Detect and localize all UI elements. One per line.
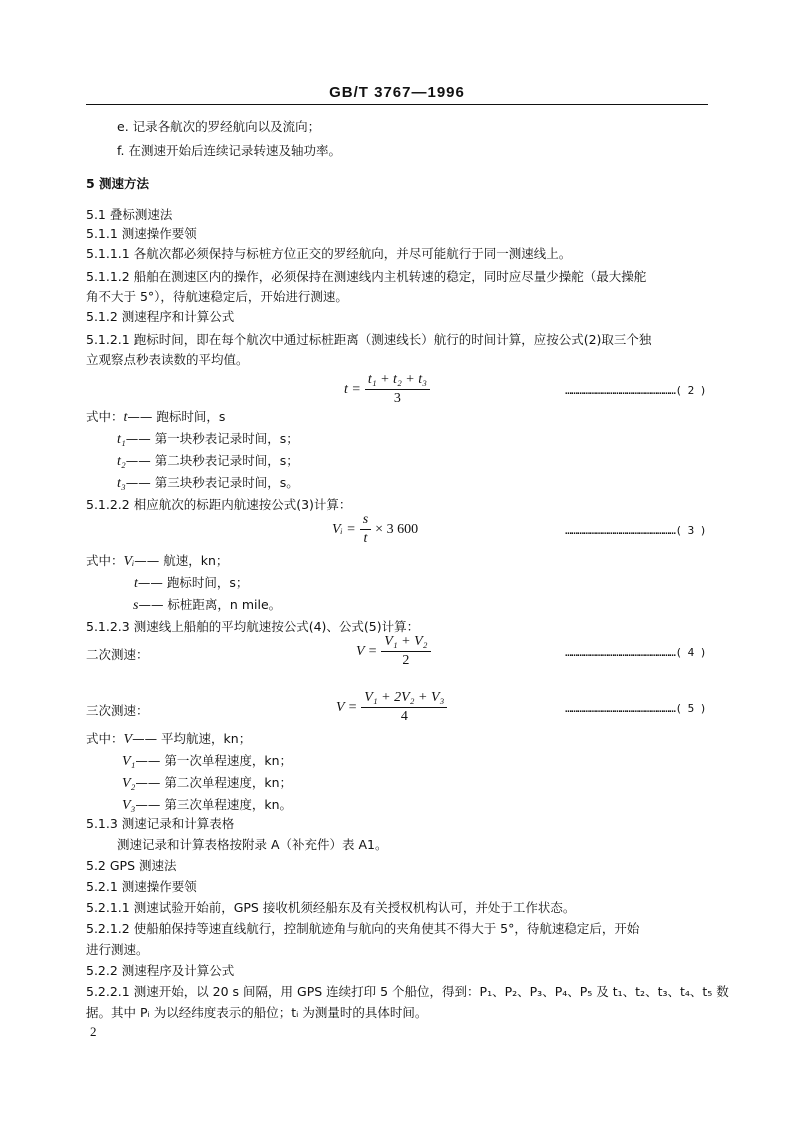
where-2: 式中：Vᵢ—— 航速，kn； (86, 553, 229, 569)
eq5-denominator: 4 (400, 709, 408, 724)
item-e: e. 记录各航次的罗经航向以及流向； (117, 119, 321, 134)
equation-5-label: ………………………………………………( 5 ) (565, 702, 706, 715)
section-5-2-title: 5.2 GPS 测速法 (86, 858, 177, 873)
def-v1: V₁—— 第一次单程速度，kn； (122, 753, 293, 769)
eq5-numerator: V₁ + 2V₂ + V₃ (361, 690, 447, 708)
para-5-2-1-1: 5.2.1.1 测速试验开始前，GPS 接收机须经船东及有关授权机构认可，并处于工作状态。 (86, 900, 576, 915)
section-5-1-3-title: 5.1.3 测速记录和计算表格 (86, 816, 235, 831)
item-f: f. 在测速开始后连续记录转速及轴功率。 (117, 143, 341, 158)
equation-4 (356, 634, 435, 669)
para-5-2-1-2-line2: 进行测速。 (86, 942, 149, 957)
para-5-2-1-2-line1: 5.2.1.2 使船舶保持等速直线航行，控制航迹角与航向的夹角使其不得大于 5°，待航速稳定后，开始 (86, 921, 640, 936)
para-5-1-1-2-line2: 角不大于 5°），待航速稳定后，开始进行测速。 (86, 289, 348, 304)
equation-3-label: ………………………………………………( 3 ) (565, 524, 706, 537)
eq3-rhs: × 3 600 (375, 521, 419, 537)
equation-4-label: ………………………………………………( 4 ) (565, 646, 706, 659)
eq2-denominator: 3 (393, 391, 401, 406)
two-runs-label: 二次测速： (86, 647, 149, 662)
eq4-lhs: V = (356, 643, 378, 659)
para-5-1-1-1: 5.1.1.1 各航次都必须保持与标桩方位正交的罗经航向，并尽可能航行于同一测速线上。 (86, 246, 572, 261)
def-v3: V₃—— 第三次单程速度，kn。 (122, 797, 293, 813)
para-5-1-3: 测速记录和计算表格按附录 A（补充件）表 A1。 (117, 837, 388, 852)
eq3-numerator: s (360, 512, 371, 530)
where-3: 式中：V—— 平均航速，kn； (86, 731, 252, 747)
def-t2: t₂—— 第二块秒表记录时间，s； (117, 453, 299, 469)
eq5-lhs: V = (336, 699, 358, 715)
para-5-1-2-3: 5.1.2.3 测速线上船舶的平均航速按公式(4)、公式(5)计算： (86, 619, 420, 634)
def-v2: V₂—— 第二次单程速度，kn； (122, 775, 293, 791)
equation-2-label: ………………………………………………( 2 ) (565, 384, 706, 397)
eq2-lhs: t = (344, 381, 361, 397)
section-5-title: 5 测速方法 (86, 176, 150, 191)
section-5-2-1-title: 5.2.1 测速操作要领 (86, 879, 197, 894)
eq3-lhs: Vᵢ = (332, 521, 356, 537)
eq4-denominator: 2 (402, 653, 410, 668)
header-rule (86, 104, 708, 105)
equation-2 (344, 372, 434, 407)
para-5-1-2-1-line2: 立观察点秒表读数的平均值。 (86, 352, 249, 367)
def-t3: t₃—— 第三块秒表记录时间，s。 (117, 475, 299, 491)
para-5-1-2-1-line1: 5.1.2.1 跑标时间，即在每个航次中通过标桩距离（测速线长）航行的时间计算，应按公式(2)取三个独 (86, 332, 652, 347)
section-5-1-title: 5.1 叠标测速法 (86, 207, 173, 222)
equation-3 (332, 512, 418, 547)
eq3-denominator: t (363, 531, 368, 546)
def-t-2: t—— 跑标时间，s； (134, 575, 249, 591)
def-t1: t₁—— 第一块秒表记录时间，s； (117, 431, 299, 447)
where-1: 式中：t—— 跑标时间，s (86, 409, 226, 425)
section-5-1-2-title: 5.1.2 测速程序和计算公式 (86, 309, 235, 324)
para-5-2-2-1-line1: 5.2.2.1 测速开始，以 20 s 间隔，用 GPS 连续打印 5 个船位，得到：P₁、P₂、P₃、P₄、P₅ 及 t₁、t₂、t₃、t₄、t₅ 数 (86, 984, 729, 999)
equation-5 (336, 690, 451, 725)
page-header: GB/T 3767—1996 (329, 84, 465, 101)
page-number: 2 (90, 1024, 97, 1039)
eq2-numerator: t₁ + t₂ + t₃ (365, 372, 430, 390)
para-5-1-2-2: 5.1.2.2 相应航次的标距内航速按公式(3)计算： (86, 497, 352, 512)
eq4-numerator: V₁ + V₂ (381, 634, 430, 652)
para-5-1-1-2-line1: 5.1.1.2 船舶在测速区内的操作，必须保持在测速线内主机转速的稳定，同时应尽量少操舵（最大操舵 (86, 269, 647, 284)
section-5-1-1-title: 5.1.1 测速操作要领 (86, 226, 197, 241)
section-5-2-2-title: 5.2.2 测速程序及计算公式 (86, 963, 235, 978)
three-runs-label: 三次测速： (86, 703, 149, 718)
para-5-2-2-1-line2: 据。其中 Pᵢ 为以经纬度表示的船位；tᵢ 为测量时的具体时间。 (86, 1005, 428, 1020)
def-s: s—— 标桩距离，n mile。 (133, 597, 282, 613)
